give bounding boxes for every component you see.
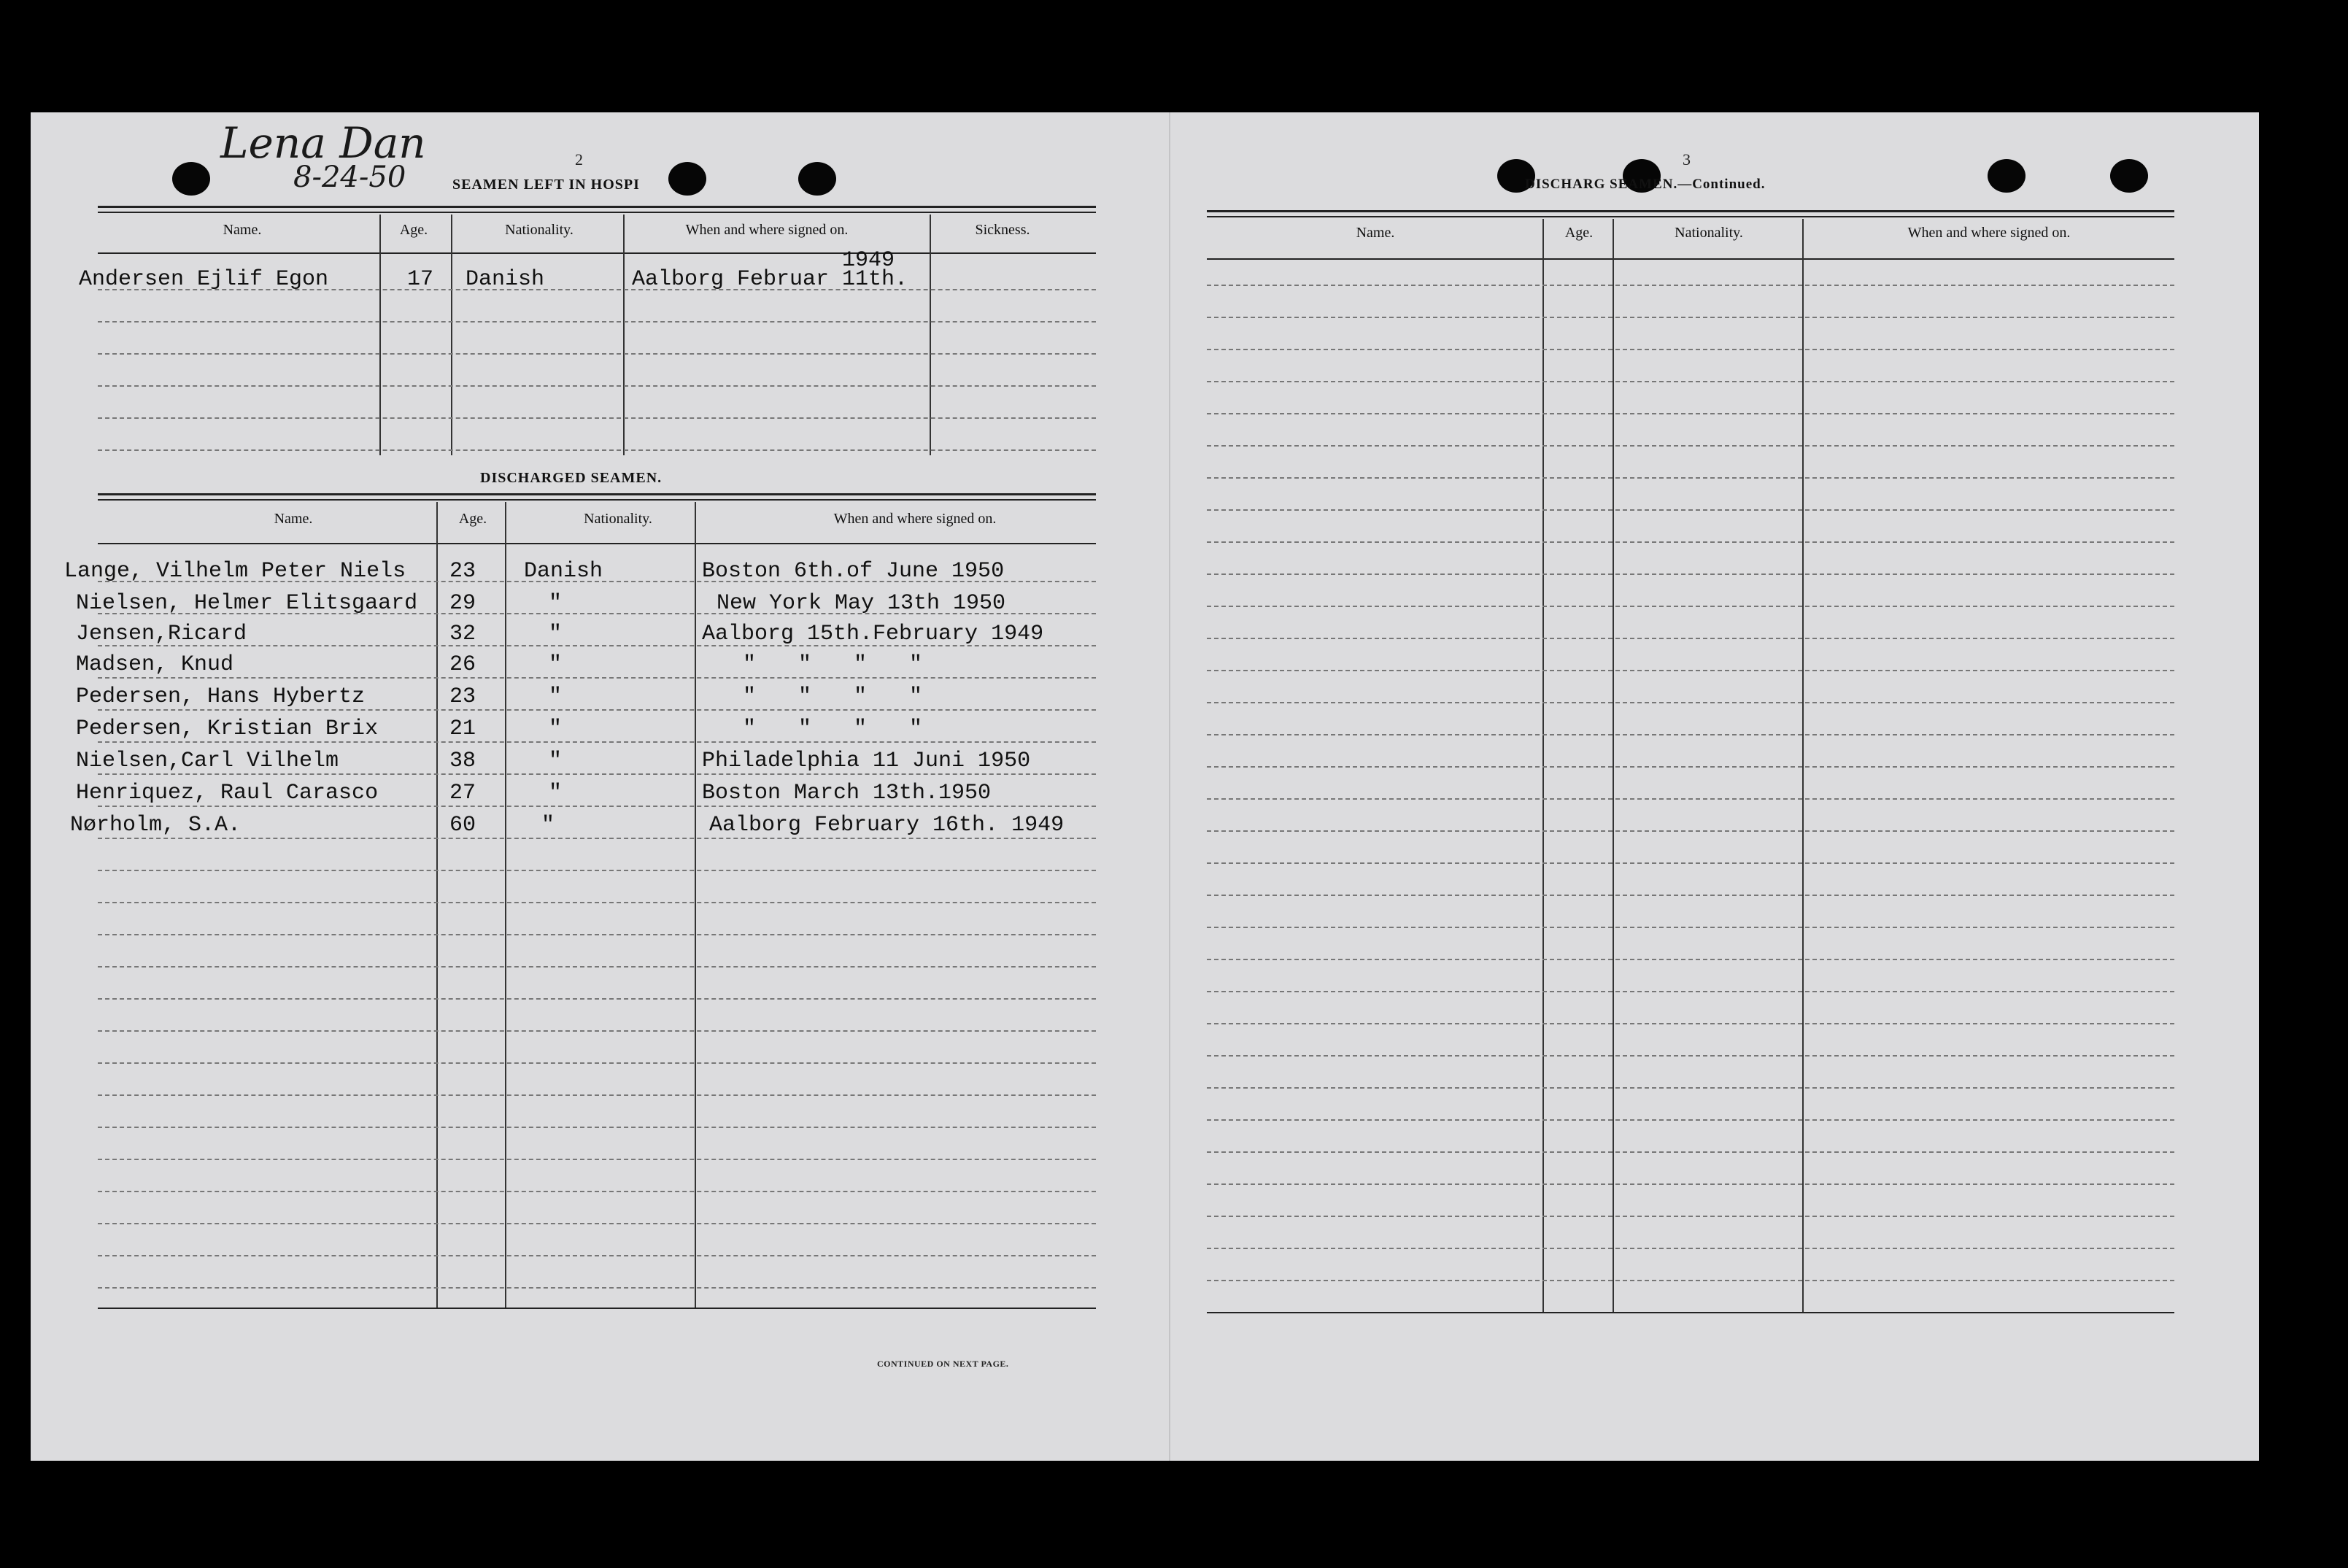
row-rule (1207, 670, 2174, 671)
row-rule (1207, 573, 2174, 575)
row-rule (98, 709, 1096, 711)
discharged-age-cell: 23 (449, 559, 476, 584)
discharged-nationality-cell: Danish (524, 559, 603, 584)
discharged-signed-cell: Philadelphia 11 Juni 1950 (702, 749, 1031, 773)
column-divider (623, 215, 625, 455)
column-divider (695, 502, 696, 1308)
punch-hole (172, 162, 210, 196)
discharged-name-cell: Pedersen, Hans Hybertz (76, 684, 366, 709)
discharged-age-cell: 27 (449, 781, 476, 806)
discharged-nationality-cell: " (549, 781, 563, 806)
table-rule (98, 1308, 1096, 1309)
hospital-title: SEAMEN LEFT IN HOSPI (452, 177, 640, 193)
punch-hole (798, 162, 836, 196)
column-header-name: Name. (223, 222, 262, 238)
page-number: 3 (1683, 150, 1691, 169)
row-rule (98, 838, 1096, 839)
discharged-nationality-cell: " (549, 684, 563, 709)
row-rule (1207, 349, 2174, 350)
row-rule (1207, 766, 2174, 768)
discharged-name-cell: Lange, Vilhelm Peter Niels (64, 559, 406, 584)
discharged-nationality-cell: " (549, 749, 563, 773)
column-header-nationality: Nationality. (505, 222, 574, 238)
discharged-signed-cell: " " " " (743, 717, 923, 741)
discharged-signed-cell: Boston March 13th.1950 (702, 781, 992, 806)
row-rule (98, 1062, 1096, 1064)
discharged-age-cell: 23 (449, 684, 476, 709)
row-rule (1207, 1055, 2174, 1057)
column-header-nationality: Nationality. (1675, 225, 1743, 241)
row-rule (98, 385, 1096, 387)
row-rule (98, 966, 1096, 968)
row-rule (98, 353, 1096, 355)
row-rule (98, 321, 1096, 323)
row-rule (1207, 413, 2174, 414)
row-rule (1207, 1119, 2174, 1121)
discharged-nationality-cell: " (549, 591, 563, 616)
row-rule (98, 1094, 1096, 1096)
discharged-name-cell: Nørholm, S.A. (70, 813, 242, 838)
row-rule (1207, 927, 2174, 928)
table-rule (1207, 1312, 2174, 1313)
discharged-name-cell: Madsen, Knud (76, 652, 234, 677)
row-rule (98, 741, 1096, 743)
table-rule (98, 493, 1096, 495)
punch-hole (2110, 159, 2148, 193)
discharged-nationality-cell: " (549, 622, 563, 646)
discharged-name-cell: Henriquez, Raul Carasco (76, 781, 379, 806)
row-rule (98, 1030, 1096, 1032)
row-rule (1207, 285, 2174, 286)
discharged-nationality-cell: " (549, 717, 563, 741)
discharged-signed-cell: " " " " (743, 652, 923, 677)
row-rule (1207, 798, 2174, 800)
row-rule (98, 870, 1096, 871)
hospital-nationality-cell: Danish (466, 267, 545, 292)
row-rule (1207, 830, 2174, 832)
row-rule (1207, 1151, 2174, 1153)
column-divider (505, 502, 506, 1308)
row-rule (98, 934, 1096, 935)
discharged-age-cell: 32 (449, 622, 476, 646)
discharged-title: DISCHARGED SEAMEN. (480, 470, 663, 486)
row-rule (1207, 1248, 2174, 1249)
row-rule (1207, 1087, 2174, 1089)
row-rule (1207, 381, 2174, 382)
row-rule (1207, 477, 2174, 479)
hospital-signed-cell: Aalborg Februar 11th. (632, 267, 908, 292)
column-header-nationality: Nationality. (584, 511, 652, 527)
row-rule (1207, 959, 2174, 960)
row-rule (1207, 991, 2174, 992)
row-rule (1207, 638, 2174, 639)
hospital-year-cell: 1949 (842, 248, 895, 273)
discharged-name-cell: Nielsen,Carl Vilhelm (76, 749, 339, 773)
discharged-age-cell: 26 (449, 652, 476, 677)
row-rule (98, 417, 1096, 419)
row-rule (98, 1255, 1096, 1256)
row-rule (1207, 895, 2174, 896)
table-rule (98, 212, 1096, 213)
row-rule (1207, 1280, 2174, 1281)
column-header-signed: When and where signed on. (833, 511, 997, 527)
discharged-signed-cell: Aalborg February 16th. 1949 (709, 813, 1065, 838)
page-fold (1169, 112, 1170, 1461)
row-rule (98, 677, 1096, 679)
row-rule (98, 1287, 1096, 1289)
row-rule (1207, 606, 2174, 607)
hospital-age-cell: 17 (407, 267, 434, 292)
row-rule (98, 1191, 1096, 1192)
table-rule (1207, 210, 2174, 212)
punch-hole (1988, 159, 2025, 193)
handwritten-date: 8-24-50 (293, 161, 406, 194)
discharged-name-cell: Pedersen, Kristian Brix (76, 717, 379, 741)
table-rule (1207, 216, 2174, 217)
table-rule (98, 252, 1096, 254)
continued-footer: CONTINUED ON NEXT PAGE. (877, 1359, 1009, 1369)
discharged-age-cell: 60 (449, 813, 476, 838)
column-header-age: Age. (458, 511, 487, 527)
discharged-nationality-cell: " (549, 652, 563, 677)
handwritten-note: Lena Dan (220, 118, 426, 168)
row-rule (1207, 734, 2174, 735)
row-rule (98, 998, 1096, 1000)
column-header-age: Age. (1564, 225, 1594, 241)
column-divider (451, 215, 452, 455)
row-rule (1207, 1183, 2174, 1185)
column-header-signed: When and where signed on. (685, 222, 849, 238)
row-rule (98, 1127, 1096, 1128)
discharged-signed-cell: Boston 6th.of June 1950 (702, 559, 1005, 584)
row-rule (1207, 541, 2174, 543)
row-rule (98, 1159, 1096, 1160)
column-header-name: Name. (1356, 225, 1395, 241)
discharged-age-cell: 21 (449, 717, 476, 741)
row-rule (98, 449, 1096, 451)
row-rule (1207, 702, 2174, 703)
discharged-signed-cell: Aalborg 15th.February 1949 (702, 622, 1044, 646)
discharged-name-cell: Nielsen, Helmer Elitsgaard (76, 591, 418, 616)
row-rule (1207, 509, 2174, 511)
column-header-sickness: Sickness. (975, 222, 1030, 238)
row-rule (1207, 1216, 2174, 1217)
table-rule (98, 543, 1096, 544)
row-rule (1207, 445, 2174, 447)
table-rule (1207, 258, 2174, 260)
table-rule (98, 499, 1096, 501)
table-rule (98, 206, 1096, 208)
discharged-age-cell: 29 (449, 591, 476, 616)
discharged-signed-cell: New York May 13th 1950 (717, 591, 1006, 616)
column-header-name: Name. (274, 511, 313, 527)
discharged-signed-cell: " " " " (743, 684, 923, 709)
discharged-name-cell: Jensen,Ricard (76, 622, 247, 646)
column-divider (930, 215, 931, 455)
row-rule (98, 902, 1096, 903)
row-rule (98, 806, 1096, 807)
hospital-name-cell: Andersen Ejlif Egon (79, 267, 329, 292)
row-rule (1207, 317, 2174, 318)
page-number: 2 (575, 150, 583, 169)
row-rule (1207, 1023, 2174, 1024)
row-rule (1207, 862, 2174, 864)
discharged-nationality-cell: " (541, 813, 555, 838)
discharged-age-cell: 38 (449, 749, 476, 773)
row-rule (98, 1223, 1096, 1224)
column-divider (379, 215, 381, 455)
column-divider (436, 502, 438, 1308)
paper-sheet (31, 112, 2259, 1461)
row-rule (98, 773, 1096, 775)
punch-hole (668, 162, 706, 196)
column-header-age: Age. (399, 222, 428, 238)
continued-title: DISCHARG SEAMEN.—Continued. (1525, 177, 1766, 192)
column-header-signed: When and where signed on. (1907, 225, 2071, 241)
